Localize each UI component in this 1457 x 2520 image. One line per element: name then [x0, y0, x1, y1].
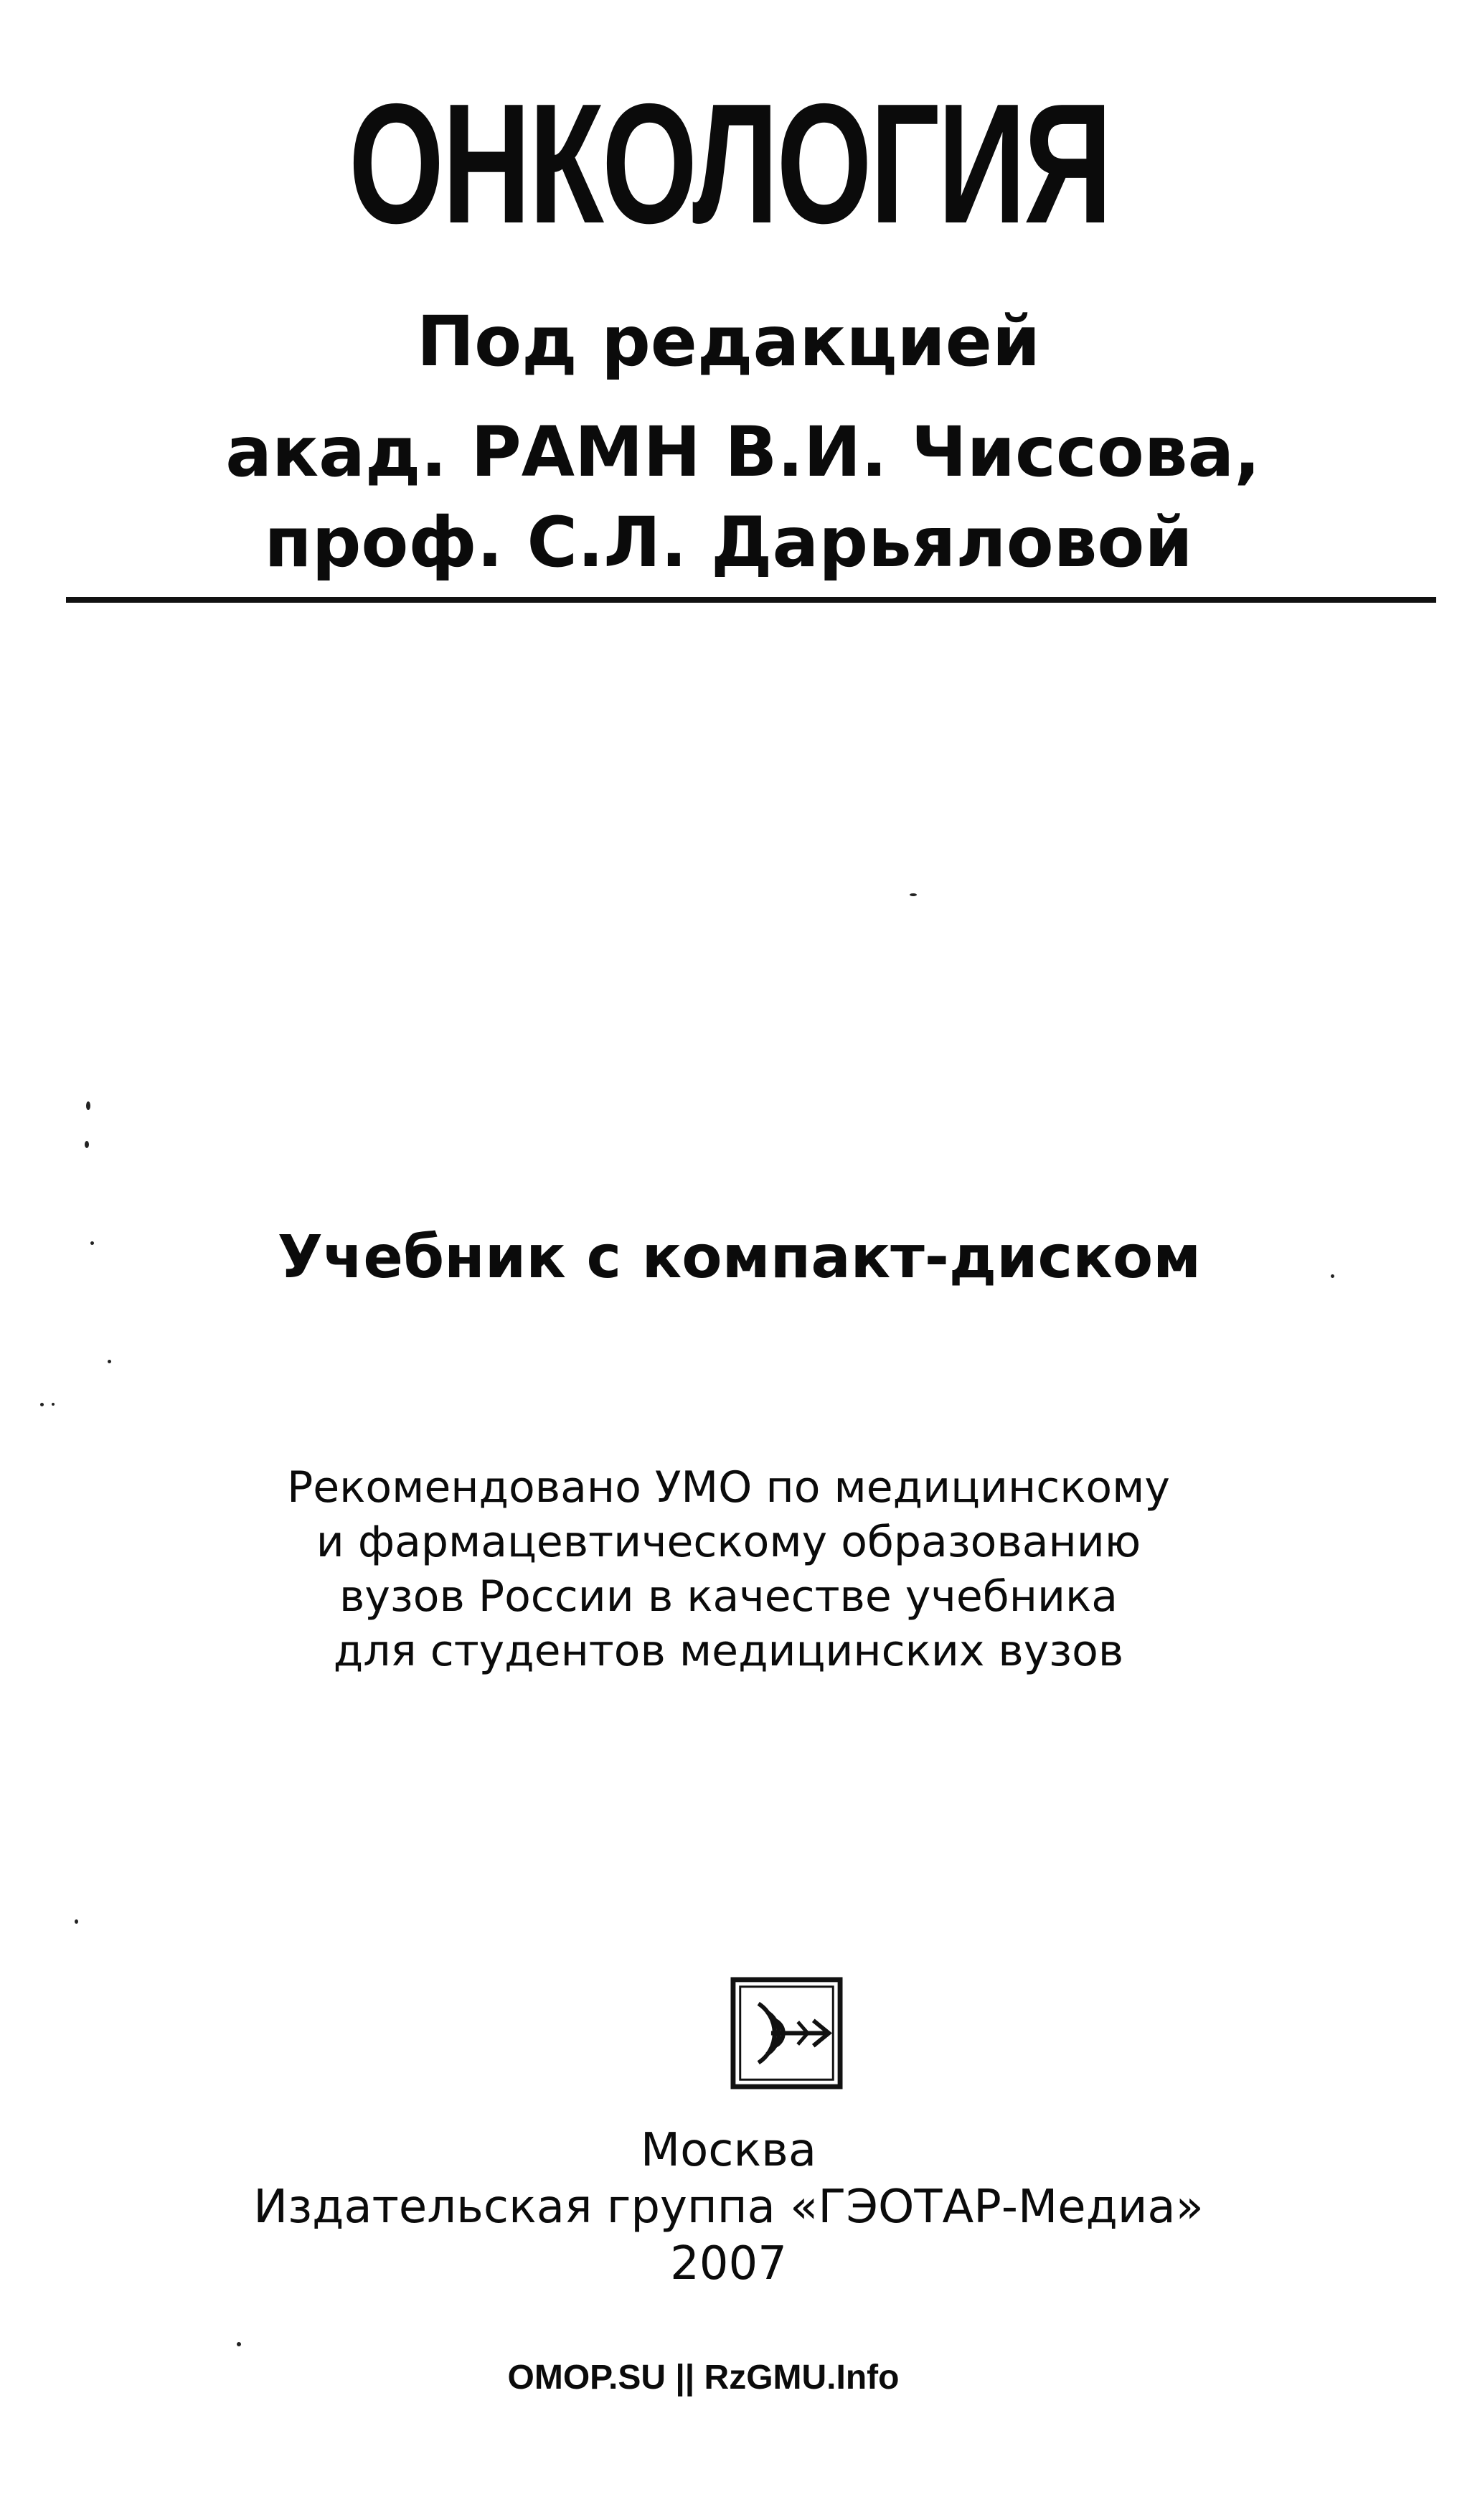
editors-line-3: проф. С.Л. Дарьяловой [264, 502, 1193, 583]
imprint-city: Москва [640, 2124, 817, 2177]
scan-speck [86, 1101, 90, 1110]
scan-speck [90, 1241, 94, 1245]
watermark-footer: OMOP.SU || RzGMU.Info [507, 2359, 900, 2397]
scan-speck [108, 1360, 111, 1363]
recommendation-line: Рекомендовано УМО по медицинскому [287, 1462, 1170, 1513]
scan-speck [85, 1141, 89, 1148]
imprint-block [0, 2122, 1457, 2293]
scan-speck [75, 1919, 78, 1924]
scan-speck [237, 2342, 241, 2346]
scan-speck [910, 893, 917, 896]
book-title: ОНКОЛОГИЯ [348, 69, 1111, 259]
book-subtitle: Учебник с компакт-диском [277, 1223, 1202, 1292]
imprint-publisher: Издательская группа «ГЭОТАР-Медиа» [253, 2181, 1204, 2234]
recommendation-line: и фармацевтическому образованию [316, 1517, 1141, 1567]
scan-speck [52, 1403, 55, 1406]
horizontal-rule [66, 597, 1436, 603]
publisher-logo-icon [730, 1977, 843, 2089]
imprint-year: 2007 [670, 2237, 787, 2290]
recommendation-line: для студентов медицинских вузов [333, 1626, 1124, 1676]
scan-speck [40, 1403, 44, 1406]
recommendation-line: вузов России в качестве учебника [339, 1571, 1118, 1622]
scan-speck [1331, 1274, 1334, 1278]
editors-line-1: Под редакцией [416, 301, 1041, 382]
recommendation-block [0, 1460, 1457, 1678]
editors-line-2: акад. РАМН В.И. Чиссова, [225, 412, 1260, 492]
